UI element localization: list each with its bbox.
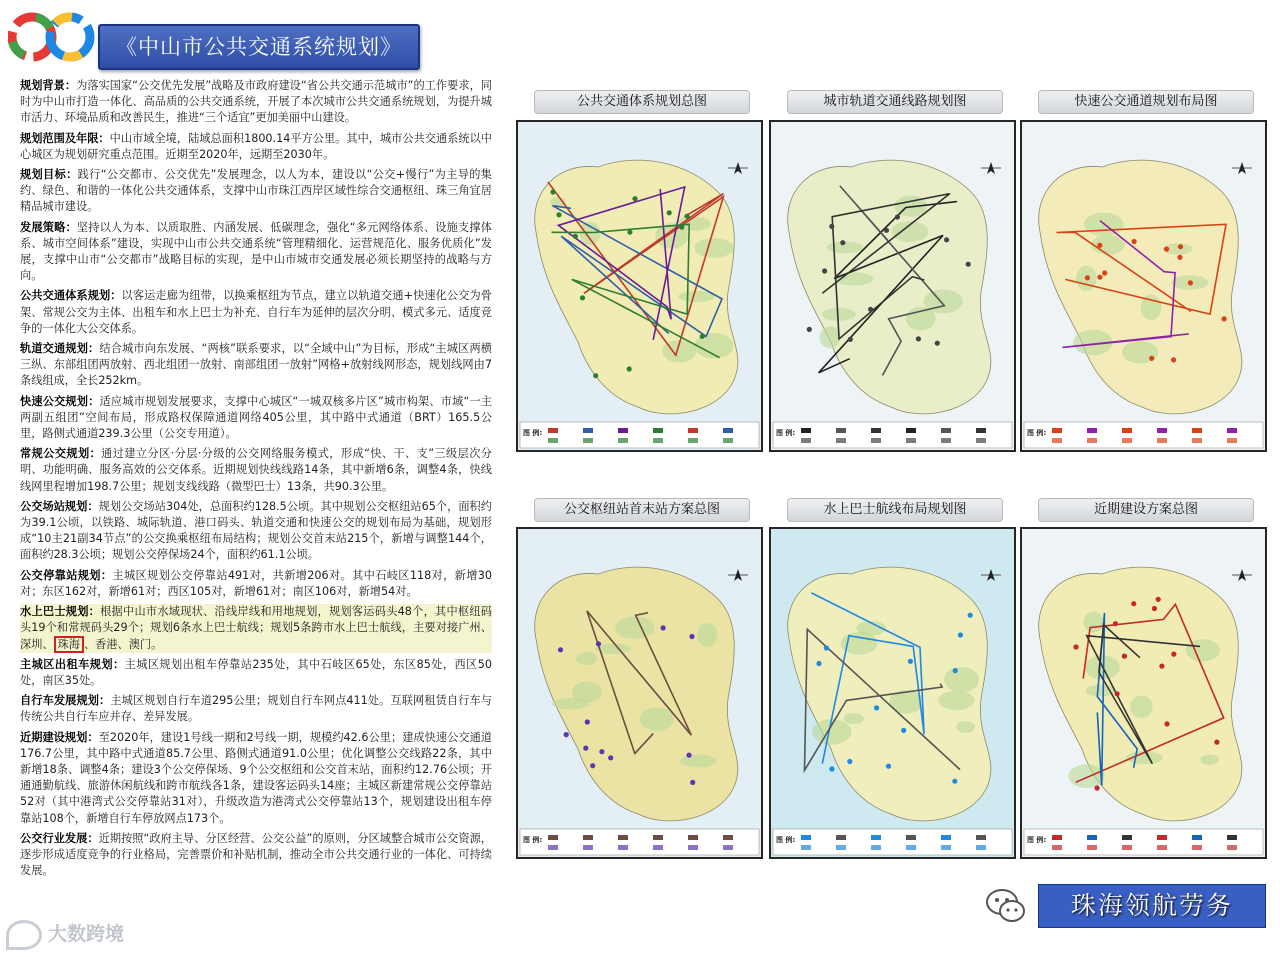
map-station (1115, 691, 1120, 696)
map-legend (520, 829, 759, 855)
map-station (558, 647, 563, 652)
section-heading: 近期建设规划： (20, 730, 99, 744)
map-station (1171, 357, 1176, 362)
section-heading: 公交场站规划： (20, 499, 99, 513)
map-station (1156, 597, 1161, 602)
map-station (689, 634, 694, 639)
section-paragraph (20, 220, 492, 285)
section-heading: 规划范围及年限： (20, 131, 110, 145)
section-paragraph (20, 693, 492, 725)
map-legend-label: 图 例: (776, 429, 796, 437)
map-station (580, 295, 585, 300)
section-paragraph (20, 499, 492, 564)
section-body: 结合城市向东发展、“两核”联系要求，以“全域中山”为目标，形成“主城区两横三纵、东部组团两放射、西北组团一放射、南部组团一放射”网格+放射线网形态，规划线网由7条线组成，全长252km。 (20, 342, 492, 388)
map-station (1214, 740, 1219, 745)
map-station (1188, 280, 1193, 285)
map-station (1159, 664, 1164, 669)
map-station (573, 234, 578, 239)
page-title: 《中山市公共交通系统规划》 (98, 24, 420, 70)
map-station (824, 645, 829, 650)
section-body: 中山市域全境，陆域总面积1800.14平方公里。其中，城市公共交通系统以中心城区为规划研究重点范围。近期至2020年，远期至2030年。 (20, 131, 492, 161)
map-station (886, 764, 891, 769)
map-station (953, 668, 958, 673)
map-station (690, 780, 695, 785)
map-station (1171, 652, 1176, 657)
section-heading: 主城区出租车规划： (20, 657, 125, 671)
map-station (1095, 785, 1100, 790)
map-station (1097, 275, 1102, 280)
map-legend-label: 图 例: (523, 836, 543, 844)
map-station (1097, 243, 1102, 248)
map-panel (1020, 120, 1267, 452)
section-heading: 常规公交规划： (20, 447, 102, 461)
text-column (20, 78, 492, 948)
map-legend-label: 图 例: (776, 836, 796, 844)
section-body: 至2020年，建设1号线一期和2号线一期，规模约42.6公里；建成快速公交通道176.7公里，其中路中式通道85.7公里、路侧式通道91.0公里；优化调整公交线路22条，其中新增18条、调整4条；建设3个公交停保场、9个公交枢纽和公交首末站，面积约12.76公顷；开通通勤航线、旅游休闲航线和跨市航线各1条，建设客运码头14座；主城区新建常规公交停靠站52对（其中港湾式公交停靠站31对），升级改造为港湾式公交停靠站13个，规划建设出租车停靠站108个，新增自行车停放网点173个。 (20, 730, 492, 825)
section-body: 主城区规划公交停靠站491对，共新增206对。其中石岐区118对，新增30对；东区162对，新增61对；西区105对，新增61对；南区106对，新增54对。 (20, 568, 492, 598)
map-station (1177, 255, 1182, 260)
map-station (583, 746, 588, 751)
map-station (848, 337, 853, 342)
map-panel (769, 527, 1016, 859)
map-station (908, 659, 913, 664)
map-station (593, 373, 598, 378)
map-station (661, 625, 666, 630)
map-station (564, 732, 569, 737)
wechat-icon (984, 884, 1028, 928)
section-paragraph (20, 394, 492, 443)
section-body-tail: 、香港、澳门。 (83, 637, 163, 651)
map-station (685, 214, 690, 219)
map-station (1132, 239, 1137, 244)
map-station (958, 632, 963, 637)
map-title: 公交枢纽站首末站方案总图 (534, 498, 750, 522)
section-paragraph (20, 167, 492, 216)
map-station (822, 268, 827, 273)
section-body: 规划公交场站304处，总面积约128.5公顷。其中规划公交枢纽站65个，面积约为39.1公顷，以铁路、城际轨道、港口码头、轨道交通和快速公交的规划布局为基础，规划形成“10主21副34节点”的公交换乘枢纽布局结构；规划公交首末站215个，新增与调整144个，面积约28.3公顷；规划公交停保场24个，面积约61.1公顷。 (20, 499, 492, 562)
map-legend (1024, 422, 1263, 448)
section-paragraph (20, 568, 492, 600)
section-body: 主城区规划自行车道295公里；规划自行车网点411处。互联网租赁自行车与传统公共自行车应并存、差异发展。 (20, 694, 492, 724)
section-body: 近期按照“政府主导、分区经营、公交公益”的原则，分区域整合城市公交资源，逐步形成适度竞争的行业格局，完善票价和补贴机制，推动全市公共交通行业的一体化、可持续发展。 (20, 831, 492, 878)
map-panel (516, 527, 763, 859)
section-paragraph (20, 446, 492, 495)
map-station (1113, 621, 1118, 626)
section-body: 以客运走廊为纽带，以换乘枢纽为节点，建立以轨道交通+快速化公交为骨架、常规公交为主体、出租车和水上巴士为补充、自行车为延伸的层次分明、模式多元、适度竞争的一体化大公交体系。 (20, 289, 492, 335)
map-station (550, 189, 555, 194)
highlighted-city: 珠海 (54, 636, 84, 653)
map-station (679, 225, 684, 230)
map-station (868, 307, 873, 312)
section-paragraph (20, 831, 492, 880)
map-station (884, 228, 889, 233)
map-station (847, 759, 852, 764)
map-station (807, 327, 812, 332)
map-legend-label: 图 例: (1027, 836, 1047, 844)
map-panel (1020, 527, 1267, 859)
section-heading: 发展策略： (20, 220, 77, 234)
section-heading: 规划背景： (20, 79, 77, 92)
map-station (916, 336, 921, 341)
map-legend (1024, 829, 1263, 855)
map-title: 近期建设方案总图 (1038, 498, 1254, 522)
section-body: 通过建立分区·分层·分级的公交网络服务模式，形成“快、干、支”三级层次分明、功能明确、服务高效的公交体系。近期规划快线线路14条，其中新增6条，调整4条，快线线网里程增加198.7公里；规划支线线路（微型巴士）13条，共90.3公里。 (20, 447, 492, 493)
section-body: 践行“公交都市、公交优先”发展理念，以人为本，建设以“公交+慢行”为主导的集约、绿色、和谐的一体化公共交通体系，支撑中山市珠江西岸区域性综合交通枢纽、珠三角宜居精品城市建设。 (20, 168, 492, 214)
map-station (1222, 316, 1227, 321)
corner-watermark (6, 918, 176, 950)
section-body: 坚持以人为本、以质取胜、内涵发展、低碳理念，强化“多元网络体系、设施支撑体系、城市空间体系”建设，实现中山市公共交通系统“管理精细化、运营规范化、服务优质化”发展，支撑中山市“公交都市”战略目标的实现，是中山市城市交通发展必须长期坚持的战略与方向。 (20, 220, 492, 283)
watermark-banner: 珠海领航劳务 (1038, 884, 1266, 928)
map-panel (516, 120, 763, 452)
map-title: 快速公交通道规划布局图 (1038, 90, 1254, 114)
map-station (608, 755, 613, 760)
map-station (1073, 644, 1078, 649)
map-station (590, 763, 595, 768)
corner-watermark-text: 大数跨境 (48, 923, 125, 945)
map-station (627, 366, 632, 371)
map-station (556, 212, 561, 217)
section-heading: 快速公交规划： (20, 394, 100, 408)
map-station (1122, 654, 1127, 659)
section-paragraph (20, 604, 492, 653)
map-station (829, 766, 834, 771)
map-station (829, 224, 834, 229)
section-heading: 公交停靠站规划： (20, 568, 113, 582)
corner-logo-icon (6, 920, 42, 950)
map-station (632, 196, 637, 201)
map-station (1085, 275, 1090, 280)
map-station (840, 240, 845, 245)
map-station (895, 214, 900, 219)
section-body: 为落实国家“公交优先发展”战略及市政府建设“省公共交通示范城市”的工作要求，同时为中山市打造一体化、高品质的公共交通系统，开展了本次城市公共交通系统规划，为提升城市活力、环境品质和改善民生，推进“三个适宜”更加美丽中山建设。 (20, 79, 492, 125)
logo (8, 6, 96, 68)
map-station (667, 210, 672, 215)
section-paragraph (20, 730, 492, 827)
section-paragraph (20, 341, 492, 390)
map-station (627, 230, 632, 235)
map-legend (773, 829, 1012, 855)
map-station (596, 641, 601, 646)
map-legend (520, 422, 759, 448)
map-station (1178, 244, 1183, 249)
section-paragraph (20, 657, 492, 689)
section-heading: 轨道交通规划： (20, 342, 100, 356)
map-station (1149, 356, 1154, 361)
section-paragraph (20, 288, 492, 337)
section-body: 适应城市规划发展要求，支撑中心城区“一城双核多片区”城市构架、市域“一主两副五组团”空间布局，形成路权保障通道网络405公里，其中路中式通道（BRT）165.5公里，路侧式通道239.3公里（公交专用道）。 (20, 394, 492, 441)
section-paragraph (20, 131, 492, 163)
section-body: 主城区规划出租车停靠站235处，其中石岐区65处，东区85处，西区50处，南区35处。 (20, 657, 493, 687)
section-heading: 规划目标： (20, 168, 78, 182)
map-station (700, 334, 705, 339)
map-legend-label: 图 例: (523, 429, 543, 437)
map-station (1164, 247, 1169, 252)
map-station (874, 705, 879, 710)
map-station (585, 719, 590, 724)
map-station (599, 749, 604, 754)
map-panel (769, 120, 1016, 452)
map-legend (773, 422, 1012, 448)
map-title: 城市轨道交通线路规划图 (787, 90, 1003, 114)
map-title: 公共交通体系规划总图 (534, 90, 750, 114)
map-station (968, 613, 973, 618)
section-heading: 公交行业发展： (20, 831, 99, 845)
map-station (816, 661, 821, 666)
map-station (1152, 606, 1157, 611)
section-heading: 自行车发展规划： (20, 694, 111, 708)
map-station (944, 237, 949, 242)
map-station (1131, 601, 1136, 606)
map-title: 水上巴士航线布局规划图 (787, 498, 1003, 522)
map-station (1102, 270, 1107, 275)
map-station (901, 728, 906, 733)
map-station (686, 753, 691, 758)
map-legend-label: 图 例: (1027, 429, 1047, 437)
section-heading: 水上巴士规划： (20, 605, 101, 619)
map-station (1164, 721, 1169, 726)
map-station (966, 262, 971, 267)
section-heading: 公共交通体系规划： (20, 289, 122, 303)
section-paragraph (20, 78, 492, 127)
section-body: 根据中山市水域现状、沿线岸线和用地规划，规划客运码头48个，其中枢纽码头19个和常规码头29个；规划6条水上巴士航线；规划5条跨市水上巴士航线，主要对接广州、深圳、 (20, 605, 492, 651)
map-station (952, 779, 957, 784)
map-station (935, 341, 940, 346)
